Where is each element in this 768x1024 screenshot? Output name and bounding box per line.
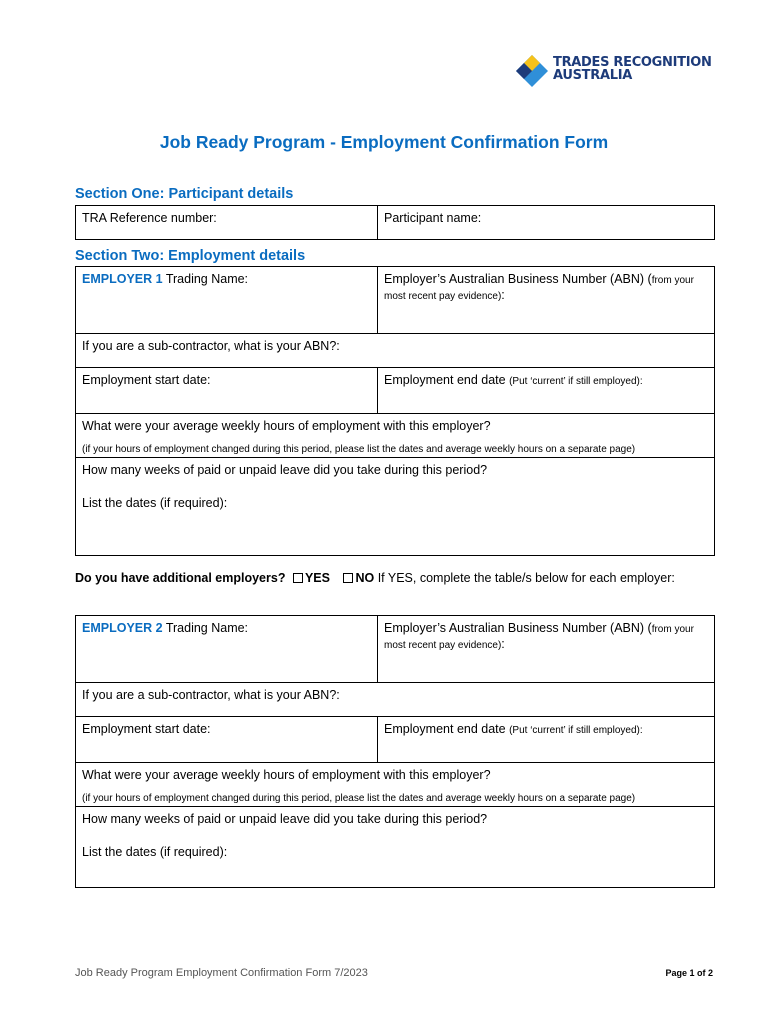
additional-employers-label: Do you have additional employers? <box>75 571 286 585</box>
employer-1-label: EMPLOYER 1 <box>82 272 163 286</box>
no-checkbox[interactable] <box>343 573 353 583</box>
dates-label: List the dates (if required): <box>82 845 228 859</box>
additional-instruction: If YES, complete the table/s below for each employer: <box>377 571 675 585</box>
section-two-heading: Section Two: Employment details <box>75 248 306 264</box>
employer-2-abn-field[interactable] <box>377 616 714 682</box>
employer-2-weekly-hours-field[interactable] <box>76 762 714 806</box>
footer-form-name: Job Ready Program Employment Confirmation Form 7/2023 <box>75 967 368 979</box>
leave-label: How many weeks of paid or unpaid leave did you take during this period? <box>82 463 488 477</box>
end-date-hint: (Put ‘current’ if still employed): <box>509 376 643 387</box>
tra-reference-label: TRA Reference number: <box>82 211 217 225</box>
weekly-hours-note: (if your hours of employment changed during this period, please list the dates and average weekly hours on a separate page) <box>82 444 636 455</box>
employer-2-end-date-field[interactable] <box>377 716 714 762</box>
abn-hint: from your most recent pay evidence) <box>384 275 694 302</box>
employer-2-leave-field[interactable] <box>76 806 714 887</box>
employer-1-abn-field[interactable] <box>377 267 714 333</box>
logo-text-line2: AUSTRALIA <box>553 68 633 83</box>
employer-2-start-date-field[interactable] <box>76 716 377 762</box>
employer-2-label: EMPLOYER 2 <box>82 621 163 635</box>
tra-logo <box>515 54 725 88</box>
page-title: Job Ready Program - Employment Confirmation Form <box>159 132 609 152</box>
additional-employers-question <box>75 571 675 585</box>
subcontractor-abn-label: If you are a sub-contractor, what is your ABN?: <box>82 688 340 702</box>
trading-name-label: Trading Name: <box>162 621 249 635</box>
employer-2-trading-name-field[interactable] <box>76 616 377 682</box>
yes-label: YES <box>304 571 330 585</box>
weekly-hours-note: (if your hours of employment changed during this period, please list the dates and average weekly hours on a separate page) <box>82 793 636 804</box>
abn-label: Employer’s Australian Business Number (ABN) ( <box>384 621 652 635</box>
section-one-heading: Section One: Participant details <box>75 186 294 202</box>
end-date-label: Employment end date <box>384 373 510 387</box>
abn-colon: : <box>501 637 505 651</box>
logo-wordmark <box>553 56 712 82</box>
employer-2-subcontractor-abn-field[interactable] <box>76 682 714 716</box>
logo-text-line1: TRADES RECOGNITION <box>553 55 712 70</box>
yes-checkbox[interactable] <box>293 573 303 583</box>
tra-reference-field[interactable] <box>76 206 377 239</box>
abn-colon: : <box>501 288 505 302</box>
leave-label: How many weeks of paid or unpaid leave did you take during this period? <box>82 812 488 826</box>
employer-1-subcontractor-abn-field[interactable] <box>76 333 714 367</box>
employer-1-end-date-field[interactable] <box>377 367 714 413</box>
participant-name-label: Participant name: <box>384 211 482 225</box>
end-date-hint: (Put ‘current’ if still employed): <box>509 725 643 736</box>
employer-1-start-date-field[interactable] <box>76 367 377 413</box>
employer-2-table <box>75 615 715 888</box>
start-date-label: Employment start date: <box>82 373 211 387</box>
start-date-label: Employment start date: <box>82 722 211 736</box>
end-date-label: Employment end date <box>384 722 510 736</box>
subcontractor-abn-label: If you are a sub-contractor, what is your ABN?: <box>82 339 340 353</box>
trading-name-label: Trading Name: <box>162 272 249 286</box>
abn-hint: from your most recent pay evidence) <box>384 624 694 651</box>
dates-label: List the dates (if required): <box>82 496 228 510</box>
employer-1-trading-name-field[interactable] <box>76 267 377 333</box>
tra-logo-mark-icon <box>515 54 551 88</box>
weekly-hours-label: What were your average weekly hours of employment with this employer? <box>82 419 491 433</box>
employer-1-leave-field[interactable] <box>76 457 714 555</box>
weekly-hours-label: What were your average weekly hours of employment with this employer? <box>82 768 491 782</box>
no-label: NO <box>355 571 375 585</box>
employer-1-weekly-hours-field[interactable] <box>76 413 714 457</box>
participant-details-table <box>75 205 715 240</box>
participant-name-field[interactable] <box>377 206 714 239</box>
employer-1-table <box>75 266 715 556</box>
footer-page-number: Page 1 of 2 <box>665 968 713 978</box>
abn-label: Employer’s Australian Business Number (ABN) ( <box>384 272 652 286</box>
